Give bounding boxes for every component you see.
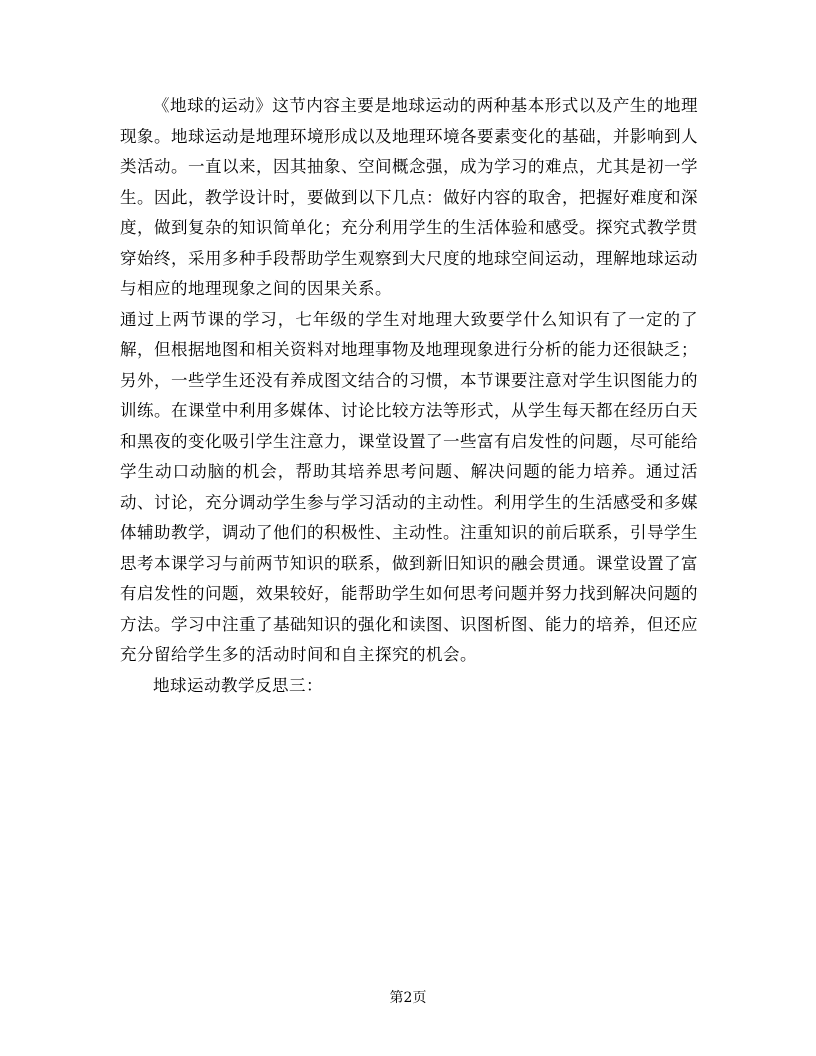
- page-number: 第2页: [389, 990, 427, 1006]
- paragraph-intro: 《地球的运动》这节内容主要是地球运动的两种基本形式以及产生的地理现象。地球运动是地理环境形成以及地理环境各要素变化的基础，并影响到人类活动。一直以来，因其抽象、空间概念强，成为学习的难点，尤其是初一学生。因此，教学设计时，要做到以下几点：做好内容的取舍，把握好难度和深度，做到复杂的知识简单化；充分利用学生的生活体验和感受。探究式教学贯穿始终，采用多种手段帮助学生观察到大尺度的地球空间运动，理解地球运动与相应的地理现象之间的因果关系。: [120, 96, 698, 298]
- document-body: [120, 91, 698, 701]
- section-heading-reflection-three: 地球运动教学反思三：: [153, 675, 323, 695]
- paragraph-reflection: 通过上两节课的学习，七年级的学生对地理大致要学什么知识有了一定的了解，但根据地图和相关资料对地理事物及地理现象进行分析的能力还很缺乏；另外，一些学生还没有养成图文结合的习惯，本节课要注意对学生识图能力的训练。在课堂中利用多媒体、讨论比较方法等形式，从学生每天都在经历白天和黑夜的变化吸引学生注意力，课堂设置了一些富有启发性的问题，尽可能给学生动口动脑的机会，帮助其培养思考问题、解决问题的能力培养。通过活动、讨论，充分调动学生参与学习活动的主动性。利用学生的生活感受和多媒体辅助教学，调动了他们的积极性、主动性。注重知识的前后联系，引导学生思考本课学习与前两节知识的联系，做到新旧知识的融会贯通。课堂设置了富有启发性的问题，效果较好，能帮助学生如何思考问题并努力找到解决问题的方法。学习中注重了基础知识的强化和读图、识图析图、能力的培养，但还应充分留给学生多的活动时间和自主探究的机会。: [120, 309, 698, 664]
